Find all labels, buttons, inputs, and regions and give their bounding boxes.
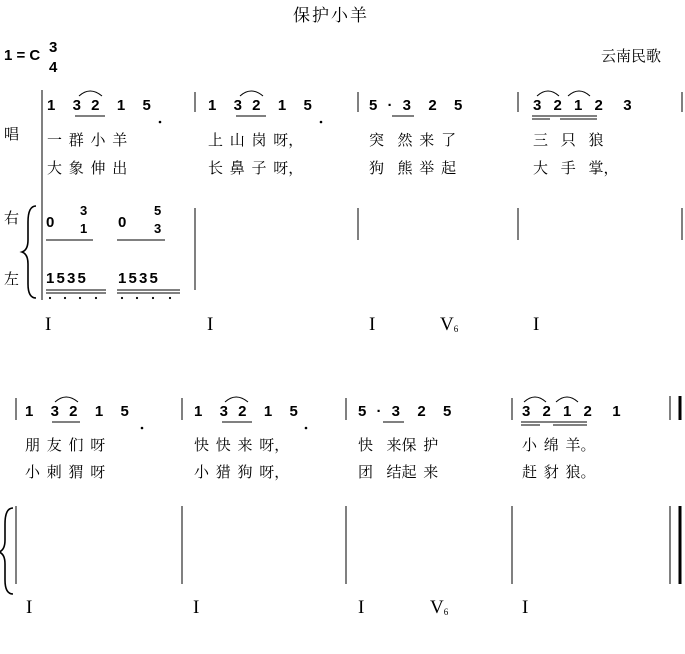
right-hand-top-1: 3 — [80, 203, 88, 218]
lyrics-line-1-m4: 三 只 狼 — [533, 131, 604, 149]
melody-s2-measure-4: 3 2 1 2 1 — [522, 403, 625, 420]
lyrics-line-1-m2: 上 山 岗 呀， — [208, 131, 304, 149]
chord-s2-4-root: V — [430, 597, 444, 618]
time-signature-top: 3 — [49, 39, 58, 56]
chord-s2-5: I — [522, 597, 529, 618]
right-hand-top-2: 5 — [154, 203, 162, 218]
right-hand-label: 右 — [4, 209, 20, 227]
chord-s2-3: I — [358, 597, 365, 618]
lyrics-s2-line-2-m4: 赶 豺 狼。 — [522, 463, 596, 481]
song-title: 保护小羊 — [293, 6, 369, 26]
lyrics-line-1-m3: 突 然 来 了 — [369, 131, 457, 149]
lyrics-s2-line-1-m1: 朋 友 们 呀 — [25, 436, 106, 454]
lyrics-s2-line-1-m3: 快 来保 护 — [358, 436, 439, 454]
lyrics-s2-line-1-m2: 快 快 来 呀， — [194, 436, 290, 454]
left-hand-measure-1: 1 5 3 5 — [46, 270, 85, 287]
right-hand-bottom-2: 3 — [154, 221, 162, 236]
left-hand-label: 左 — [4, 270, 20, 288]
lyrics-line-2-m2: 长 鼻 子 呀， — [208, 159, 304, 177]
chord-s1-1: I — [45, 314, 52, 335]
lyrics-line-2-m1: 大 象 伸 出 — [47, 159, 128, 177]
lyrics-line-1-m1: 一 群 小 羊 — [47, 131, 128, 149]
right-hand-bottom-1: 1 — [80, 221, 88, 236]
chord-s2-2: I — [193, 597, 200, 618]
voice-label: 唱 — [4, 125, 20, 143]
melody-measure-4: 3 2 1 2 3 — [533, 97, 636, 114]
melody-measure-3: 5 · 3 2 5 — [369, 97, 466, 114]
chord-s1-2: I — [207, 314, 214, 335]
lyrics-s2-line-2-m3: 团 结起 来 — [358, 463, 439, 481]
chord-s1-3: I — [369, 314, 376, 335]
melody-s2-measure-1: 1 3 2 1 5 — [25, 403, 132, 420]
key-signature: 1 = C — [4, 47, 41, 64]
chord-s1-4-inversion: 6 — [453, 324, 459, 334]
melody-measure-1: 1 3 2 1 5 — [47, 97, 154, 114]
right-hand-rest-2: 0 — [118, 214, 127, 231]
chord-s1-5: I — [533, 314, 540, 335]
lyrics-s2-line-2-m2: 小 猎 狗 呀， — [194, 463, 290, 481]
chord-s2-1: I — [26, 597, 33, 618]
melody-s2-measure-2: 1 3 2 1 5 — [194, 403, 301, 420]
melody-measure-2: 1 3 2 1 5 — [208, 97, 315, 114]
chord-s2-4 — [430, 598, 448, 617]
chord-s1-4-root: V — [440, 314, 454, 335]
song-source: 云南民歌 — [601, 47, 662, 65]
chord-s2-4-inversion: 6 — [443, 607, 449, 617]
left-hand-measure-2: 1 5 3 5 — [118, 270, 157, 287]
right-hand-rest-1: 0 — [46, 214, 55, 231]
lyrics-line-2-m4: 大 手 掌， — [533, 159, 619, 177]
time-signature-bottom: 4 — [49, 59, 58, 76]
lyrics-s2-line-1-m4: 小 绵 羊。 — [522, 436, 596, 454]
lyrics-line-2-m3: 狗 熊 举 起 — [369, 159, 457, 177]
lyrics-s2-line-2-m1: 小 刺 猬 呀 — [25, 463, 106, 481]
melody-s2-measure-3: 5 · 3 2 5 — [358, 403, 455, 420]
chord-s1-4 — [440, 315, 458, 334]
